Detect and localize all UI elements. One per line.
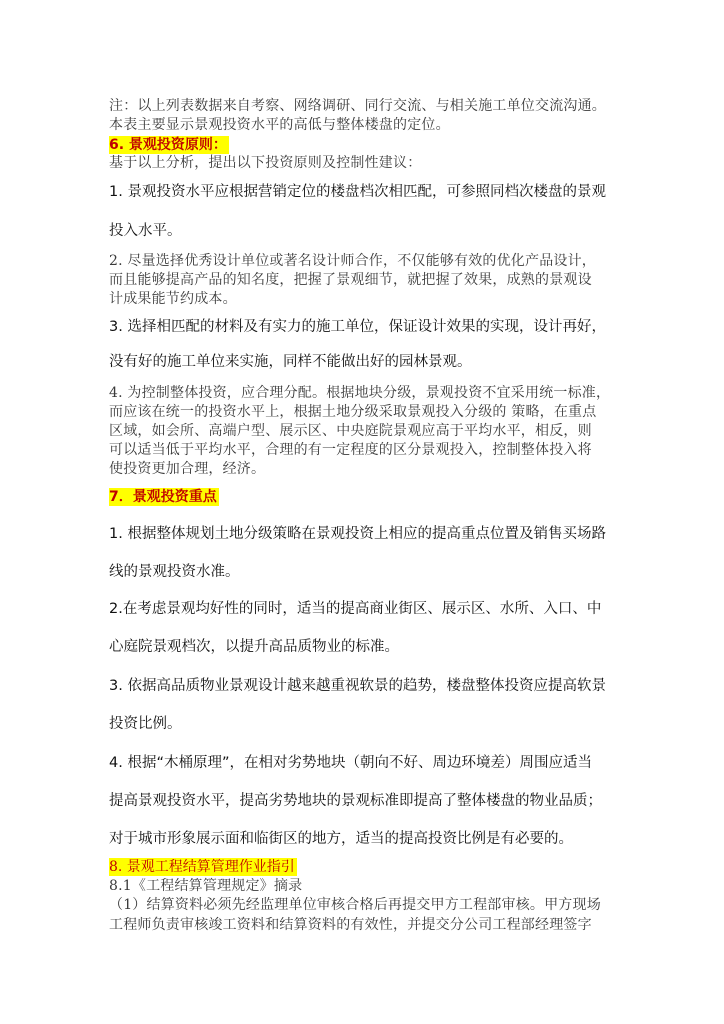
s7-item2-line2: 心庭院景观档次，以提升高品质物业的标准。 — [109, 639, 399, 655]
s6-item4-line1: 4. 为控制整体投资，应合理分配。根据地块分级，景观投资不宜采用统一标准， — [109, 385, 611, 401]
s7-item4-line1: 4. 根据“木桶原理”，在相对劣势地块（朝向不好、周边环境差）周围应适当 — [109, 755, 592, 771]
s6-item4-line2: 而应该在统一的投资水平上，根据土地分级采取景观投入分级的 策略，在重点 — [109, 404, 597, 420]
s6-item2-line2: 而且能够提高产品的知名度，把握了景观细节，就把握了效果，成熟的景观设 — [109, 272, 592, 288]
note-line-1: 注：以上列表数据来自考察、网络调研、同行交流、与相关施工单位交流沟通。 — [109, 98, 606, 114]
s6-item2-line1: 2. 尽量选择优秀设计单位或著名设计师合作，不仅能够有效的优化产品设计， — [109, 253, 597, 269]
s7-item1-line2: 线的景观投资水准。 — [109, 564, 240, 580]
note-line-2: 本表主要显示景观投资水平的高低与整体楼盘的定位。 — [109, 117, 450, 133]
s7-item1-line1: 1. 根据整体规划土地分级策略在景观投资上相应的提高重点位置及销售买场路 — [109, 526, 606, 542]
s6-item4-line3: 区域，如会所、高端户型、展示区、中央庭院景观应高于平均水平，相反，则 — [109, 423, 592, 439]
s7-item3-line2: 投资比例。 — [109, 716, 182, 732]
s6-item4-line4: 可以适当低于平均水平，合理的有一定程度的区分景观投入，控制整体投入将 — [109, 442, 592, 458]
s6-item3-line2: 没有好的施工单位来实施，同样不能做出好的园林景观。 — [109, 354, 472, 370]
s6-item2-line3: 计成果能节约成本。 — [109, 291, 237, 307]
section-6-heading — [109, 137, 229, 153]
section-7-heading-text: 7．景观投资重点 — [109, 489, 217, 505]
section-7-heading — [109, 489, 219, 505]
s6-item1-line1: 1. 景观投资水平应根据营销定位的楼盘档次相匹配，可参照同档次楼盘的景观 — [109, 184, 606, 200]
section-6-heading-text: 6. 景观投资原则： — [109, 137, 227, 153]
s6-item3-line1: 3. 选择相匹配的材料及有实力的施工单位，保证设计效果的实现，设计再好， — [109, 319, 606, 335]
s6-item4-line5: 使投资更加合理，经济。 — [109, 461, 266, 477]
s7-item4-line3: 对于城市形象展示面和临街区的地方，适当的提高投资比例是有必要的。 — [109, 831, 573, 847]
section-6-intro: 基于以上分析，提出以下投资原则及控制性建议： — [109, 155, 422, 171]
section-8-1-title: 8.1《工程结算管理规定》摘录 — [109, 878, 303, 894]
s7-item2-line1: 2.在考虑景观均好性的同时，适当的提高商业街区、展示区、水所、入口、中 — [109, 601, 602, 617]
s7-item3-line1: 3. 依据高品质物业景观设计越来越重视软景的趋势，楼盘整体投资应提高软景 — [109, 678, 606, 694]
s7-item4-line2: 提高景观投资水平，提高劣势地块的景观标准即提高了整体楼盘的物业品质； — [109, 793, 602, 809]
section-8-heading-text: 8. 景观工程结算管理作业指引 — [109, 859, 295, 875]
s6-item1-line2: 投入水平。 — [109, 223, 182, 239]
s8-para-line1: （1）结算资料必须先经监理单位审核合格后再提交甲方工程部审核。甲方现场 — [109, 897, 601, 913]
section-8-heading — [109, 859, 297, 875]
s8-para-line2: 工程师负责审核竣工资料和结算资料的有效性，并提交分公司工程部经理签字 — [109, 917, 592, 933]
